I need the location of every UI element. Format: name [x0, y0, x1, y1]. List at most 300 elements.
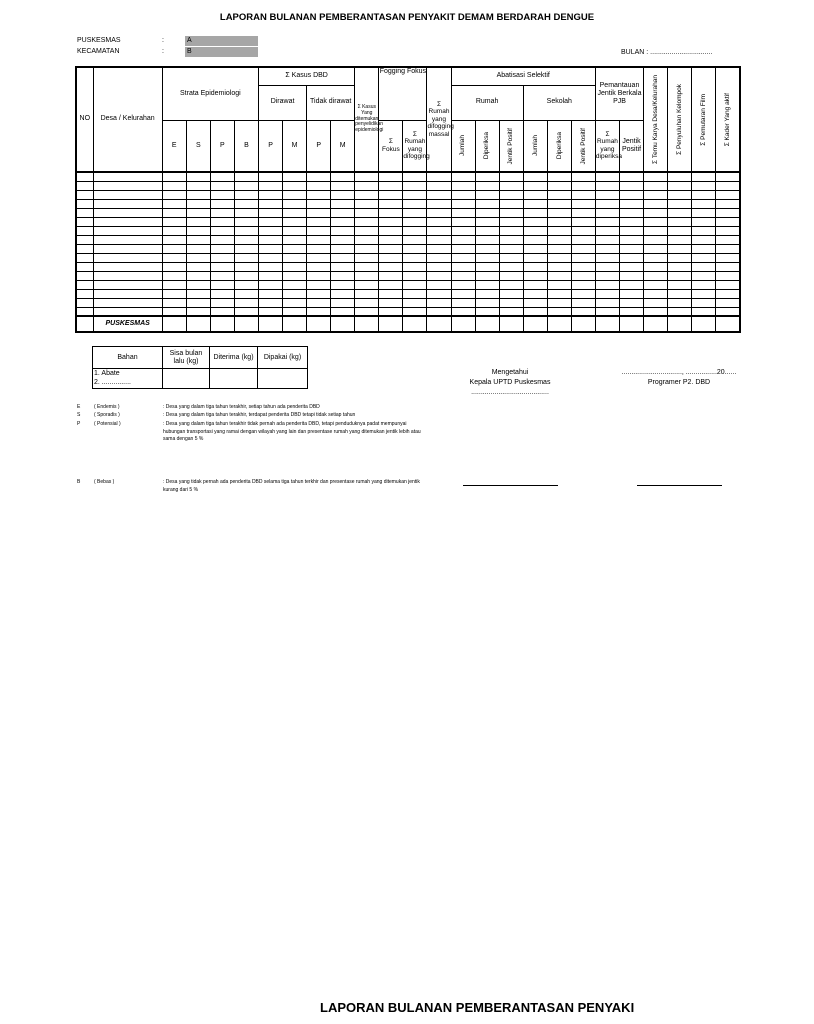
table-cell[interactable] — [571, 253, 595, 262]
table-cell[interactable] — [403, 226, 427, 235]
table-cell[interactable] — [475, 226, 499, 235]
table-cell[interactable] — [668, 190, 692, 199]
table-cell[interactable] — [307, 244, 331, 253]
table-cell[interactable] — [644, 298, 668, 307]
table-cell[interactable] — [499, 244, 523, 253]
table-cell[interactable] — [403, 181, 427, 190]
table-cell[interactable] — [93, 289, 162, 298]
table-cell[interactable] — [571, 208, 595, 217]
table-cell[interactable] — [210, 262, 234, 271]
table-cell[interactable] — [692, 271, 716, 280]
table-cell[interactable] — [427, 262, 451, 271]
table-cell[interactable] — [595, 190, 619, 199]
table-cell[interactable] — [76, 271, 93, 280]
table-cell[interactable] — [210, 235, 234, 244]
table-cell[interactable] — [619, 262, 643, 271]
table-cell[interactable] — [475, 190, 499, 199]
table-cell[interactable] — [259, 307, 283, 316]
table-cell[interactable] — [234, 190, 258, 199]
table-cell[interactable] — [644, 226, 668, 235]
table-cell[interactable] — [379, 190, 403, 199]
table-cell[interactable] — [692, 298, 716, 307]
table-cell[interactable] — [475, 271, 499, 280]
table-cell[interactable] — [355, 235, 379, 244]
table-cell[interactable] — [259, 271, 283, 280]
table-cell[interactable] — [76, 190, 93, 199]
table-cell[interactable] — [499, 190, 523, 199]
table-cell[interactable] — [595, 235, 619, 244]
table-cell[interactable] — [331, 181, 355, 190]
table-cell[interactable] — [475, 289, 499, 298]
table-cell[interactable] — [379, 307, 403, 316]
table-cell[interactable] — [307, 307, 331, 316]
table-cell[interactable] — [234, 262, 258, 271]
table-cell[interactable] — [283, 298, 307, 307]
table-cell[interactable] — [379, 199, 403, 208]
table-cell[interactable] — [234, 172, 258, 181]
table-cell[interactable] — [283, 208, 307, 217]
table-cell[interactable] — [379, 289, 403, 298]
table-cell[interactable] — [93, 298, 162, 307]
table-cell[interactable] — [76, 262, 93, 271]
table-cell[interactable] — [403, 235, 427, 244]
table-cell[interactable] — [427, 298, 451, 307]
table-cell[interactable] — [355, 298, 379, 307]
table-cell[interactable] — [595, 226, 619, 235]
table-cell[interactable] — [451, 253, 475, 262]
table-cell[interactable] — [475, 253, 499, 262]
table-cell[interactable] — [668, 253, 692, 262]
table-cell[interactable] — [668, 226, 692, 235]
table-cell[interactable] — [355, 244, 379, 253]
table-cell[interactable] — [547, 307, 571, 316]
table-cell[interactable] — [186, 235, 210, 244]
table-cell[interactable] — [210, 190, 234, 199]
table-cell[interactable] — [331, 262, 355, 271]
table-cell[interactable] — [427, 172, 451, 181]
table-cell[interactable] — [499, 226, 523, 235]
table-cell[interactable] — [499, 172, 523, 181]
table-cell[interactable] — [355, 226, 379, 235]
table-cell[interactable] — [523, 172, 547, 181]
table-cell[interactable] — [571, 307, 595, 316]
table-cell[interactable] — [331, 289, 355, 298]
table-cell[interactable] — [668, 181, 692, 190]
table-cell[interactable] — [427, 289, 451, 298]
table-cell[interactable] — [668, 217, 692, 226]
table-cell[interactable] — [716, 262, 740, 271]
table-cell[interactable] — [162, 307, 186, 316]
table-cell[interactable] — [547, 235, 571, 244]
table-cell[interactable] — [186, 253, 210, 262]
table-cell[interactable] — [355, 181, 379, 190]
table-cell[interactable] — [547, 271, 571, 280]
table-cell[interactable] — [210, 298, 234, 307]
table-cell[interactable] — [523, 226, 547, 235]
table-cell[interactable] — [162, 181, 186, 190]
table-cell[interactable] — [475, 208, 499, 217]
table-cell[interactable] — [162, 262, 186, 271]
table-cell[interactable] — [668, 298, 692, 307]
table-cell[interactable] — [644, 181, 668, 190]
table-cell[interactable] — [427, 208, 451, 217]
table-cell[interactable] — [403, 307, 427, 316]
table-cell[interactable] — [451, 172, 475, 181]
table-cell[interactable] — [547, 253, 571, 262]
table-cell[interactable] — [668, 280, 692, 289]
table-cell[interactable] — [451, 208, 475, 217]
table-cell[interactable] — [331, 235, 355, 244]
table-cell[interactable] — [427, 253, 451, 262]
puskesmas-value[interactable]: A — [185, 36, 258, 46]
table-cell[interactable] — [692, 235, 716, 244]
table-cell[interactable] — [523, 307, 547, 316]
table-cell[interactable] — [499, 208, 523, 217]
table-cell[interactable] — [403, 208, 427, 217]
table-cell[interactable] — [523, 280, 547, 289]
table-cell[interactable] — [307, 262, 331, 271]
table-cell[interactable] — [210, 217, 234, 226]
table-cell[interactable] — [283, 199, 307, 208]
table-cell[interactable] — [571, 226, 595, 235]
table-cell[interactable] — [547, 280, 571, 289]
table-cell[interactable] — [427, 217, 451, 226]
table-cell[interactable] — [716, 199, 740, 208]
table-cell[interactable] — [427, 271, 451, 280]
table-cell[interactable] — [619, 298, 643, 307]
table-cell[interactable] — [355, 172, 379, 181]
table-cell[interactable] — [283, 244, 307, 253]
table-cell[interactable] — [379, 298, 403, 307]
table-cell[interactable] — [259, 289, 283, 298]
table-cell[interactable] — [427, 307, 451, 316]
table-cell[interactable] — [451, 217, 475, 226]
table-cell[interactable] — [93, 307, 162, 316]
table-cell[interactable] — [619, 190, 643, 199]
table-cell[interactable] — [619, 235, 643, 244]
table-cell[interactable] — [619, 181, 643, 190]
table-cell[interactable] — [692, 262, 716, 271]
table-cell[interactable] — [403, 190, 427, 199]
table-cell[interactable] — [186, 199, 210, 208]
table-cell[interactable] — [619, 253, 643, 262]
table-cell[interactable] — [307, 217, 331, 226]
table-cell[interactable] — [692, 199, 716, 208]
table-cell[interactable] — [403, 217, 427, 226]
table-cell[interactable] — [331, 199, 355, 208]
table-cell[interactable] — [547, 298, 571, 307]
table-cell[interactable] — [571, 298, 595, 307]
dipakai-cell[interactable] — [258, 369, 308, 389]
table-cell[interactable] — [619, 172, 643, 181]
table-cell[interactable] — [76, 217, 93, 226]
table-cell[interactable] — [692, 253, 716, 262]
table-cell[interactable] — [210, 307, 234, 316]
table-cell[interactable] — [331, 208, 355, 217]
table-cell[interactable] — [186, 298, 210, 307]
table-cell[interactable] — [234, 289, 258, 298]
table-cell[interactable] — [595, 262, 619, 271]
table-cell[interactable] — [619, 289, 643, 298]
table-cell[interactable] — [547, 181, 571, 190]
table-cell[interactable] — [403, 289, 427, 298]
table-cell[interactable] — [595, 298, 619, 307]
table-cell[interactable] — [716, 289, 740, 298]
table-cell[interactable] — [234, 307, 258, 316]
table-cell[interactable] — [379, 226, 403, 235]
table-cell[interactable] — [307, 208, 331, 217]
table-cell[interactable] — [379, 262, 403, 271]
table-cell[interactable] — [162, 280, 186, 289]
table-cell[interactable] — [595, 217, 619, 226]
table-cell[interactable] — [499, 307, 523, 316]
table-cell[interactable] — [283, 217, 307, 226]
table-cell[interactable] — [668, 262, 692, 271]
table-cell[interactable] — [571, 172, 595, 181]
table-cell[interactable] — [76, 280, 93, 289]
table-cell[interactable] — [93, 262, 162, 271]
table-cell[interactable] — [451, 262, 475, 271]
table-cell[interactable] — [234, 208, 258, 217]
table-cell[interactable] — [331, 271, 355, 280]
table-cell[interactable] — [307, 298, 331, 307]
table-cell[interactable] — [547, 226, 571, 235]
table-cell[interactable] — [668, 244, 692, 253]
table-cell[interactable] — [259, 172, 283, 181]
table-cell[interactable] — [259, 298, 283, 307]
table-cell[interactable] — [475, 217, 499, 226]
table-cell[interactable] — [76, 289, 93, 298]
table-cell[interactable] — [76, 307, 93, 316]
table-cell[interactable] — [595, 271, 619, 280]
table-cell[interactable] — [571, 235, 595, 244]
table-cell[interactable] — [595, 280, 619, 289]
table-cell[interactable] — [427, 199, 451, 208]
table-cell[interactable] — [427, 235, 451, 244]
table-cell[interactable] — [162, 298, 186, 307]
table-cell[interactable] — [692, 226, 716, 235]
table-cell[interactable] — [475, 262, 499, 271]
table-cell[interactable] — [571, 262, 595, 271]
table-cell[interactable] — [379, 271, 403, 280]
table-cell[interactable] — [93, 190, 162, 199]
table-cell[interactable] — [331, 172, 355, 181]
table-cell[interactable] — [162, 253, 186, 262]
table-cell[interactable] — [451, 280, 475, 289]
table-cell[interactable] — [499, 262, 523, 271]
table-cell[interactable] — [307, 172, 331, 181]
table-cell[interactable] — [475, 244, 499, 253]
table-cell[interactable] — [162, 208, 186, 217]
table-cell[interactable] — [619, 271, 643, 280]
table-cell[interactable] — [210, 208, 234, 217]
table-cell[interactable] — [523, 289, 547, 298]
table-cell[interactable] — [283, 253, 307, 262]
table-cell[interactable] — [210, 172, 234, 181]
table-cell[interactable] — [499, 298, 523, 307]
table-cell[interactable] — [186, 271, 210, 280]
table-cell[interactable] — [499, 217, 523, 226]
table-cell[interactable] — [379, 172, 403, 181]
table-cell[interactable] — [162, 226, 186, 235]
table-cell[interactable] — [379, 235, 403, 244]
table-cell[interactable] — [162, 199, 186, 208]
table-cell[interactable] — [93, 226, 162, 235]
table-cell[interactable] — [355, 208, 379, 217]
table-cell[interactable] — [186, 226, 210, 235]
table-cell[interactable] — [571, 217, 595, 226]
table-cell[interactable] — [523, 262, 547, 271]
table-cell[interactable] — [234, 244, 258, 253]
table-cell[interactable] — [692, 289, 716, 298]
kecamatan-value[interactable]: B — [185, 47, 258, 57]
table-cell[interactable] — [162, 271, 186, 280]
table-cell[interactable] — [475, 172, 499, 181]
table-cell[interactable] — [668, 271, 692, 280]
table-cell[interactable] — [76, 199, 93, 208]
table-cell[interactable] — [355, 307, 379, 316]
table-cell[interactable] — [162, 217, 186, 226]
table-cell[interactable] — [692, 307, 716, 316]
table-cell[interactable] — [427, 226, 451, 235]
table-cell[interactable] — [716, 280, 740, 289]
table-cell[interactable] — [307, 190, 331, 199]
table-cell[interactable] — [499, 271, 523, 280]
table-cell[interactable] — [259, 244, 283, 253]
table-cell[interactable] — [716, 271, 740, 280]
table-cell[interactable] — [210, 271, 234, 280]
table-cell[interactable] — [475, 199, 499, 208]
table-cell[interactable] — [76, 208, 93, 217]
table-cell[interactable] — [186, 244, 210, 253]
table-cell[interactable] — [283, 181, 307, 190]
table-cell[interactable] — [307, 235, 331, 244]
table-cell[interactable] — [403, 244, 427, 253]
table-cell[interactable] — [283, 226, 307, 235]
table-cell[interactable] — [162, 289, 186, 298]
table-cell[interactable] — [210, 280, 234, 289]
table-cell[interactable] — [644, 289, 668, 298]
table-cell[interactable] — [668, 172, 692, 181]
table-cell[interactable] — [234, 253, 258, 262]
table-cell[interactable] — [259, 226, 283, 235]
table-cell[interactable] — [523, 208, 547, 217]
table-cell[interactable] — [307, 271, 331, 280]
table-cell[interactable] — [259, 217, 283, 226]
table-cell[interactable] — [331, 226, 355, 235]
table-cell[interactable] — [475, 280, 499, 289]
table-cell[interactable] — [595, 208, 619, 217]
table-cell[interactable] — [355, 271, 379, 280]
table-cell[interactable] — [93, 271, 162, 280]
table-cell[interactable] — [331, 298, 355, 307]
table-cell[interactable] — [716, 217, 740, 226]
table-cell[interactable] — [644, 172, 668, 181]
table-cell[interactable] — [571, 199, 595, 208]
table-cell[interactable] — [523, 253, 547, 262]
table-cell[interactable] — [283, 280, 307, 289]
table-cell[interactable] — [76, 298, 93, 307]
table-cell[interactable] — [547, 244, 571, 253]
table-cell[interactable] — [259, 262, 283, 271]
table-cell[interactable] — [547, 262, 571, 271]
table-cell[interactable] — [355, 217, 379, 226]
table-cell[interactable] — [692, 190, 716, 199]
table-cell[interactable] — [644, 262, 668, 271]
table-cell[interactable] — [451, 226, 475, 235]
table-cell[interactable] — [403, 298, 427, 307]
table-cell[interactable] — [523, 190, 547, 199]
table-cell[interactable] — [355, 280, 379, 289]
table-cell[interactable] — [499, 181, 523, 190]
table-cell[interactable] — [403, 271, 427, 280]
table-cell[interactable] — [162, 235, 186, 244]
table-cell[interactable] — [668, 199, 692, 208]
table-cell[interactable] — [259, 280, 283, 289]
table-cell[interactable] — [234, 199, 258, 208]
table-cell[interactable] — [451, 235, 475, 244]
table-cell[interactable] — [93, 235, 162, 244]
table-cell[interactable] — [259, 190, 283, 199]
table-cell[interactable] — [595, 199, 619, 208]
table-cell[interactable] — [644, 199, 668, 208]
table-cell[interactable] — [523, 271, 547, 280]
table-cell[interactable] — [355, 262, 379, 271]
diterima-cell[interactable] — [210, 369, 258, 389]
table-cell[interactable] — [307, 280, 331, 289]
table-cell[interactable] — [307, 181, 331, 190]
table-cell[interactable] — [644, 217, 668, 226]
table-cell[interactable] — [619, 307, 643, 316]
table-cell[interactable] — [234, 298, 258, 307]
table-cell[interactable] — [451, 181, 475, 190]
table-cell[interactable] — [716, 181, 740, 190]
table-cell[interactable] — [427, 244, 451, 253]
table-cell[interactable] — [571, 190, 595, 199]
table-cell[interactable] — [475, 307, 499, 316]
sisa-cell[interactable] — [163, 369, 210, 389]
table-cell[interactable] — [499, 253, 523, 262]
table-cell[interactable] — [523, 199, 547, 208]
table-cell[interactable] — [547, 172, 571, 181]
table-cell[interactable] — [186, 289, 210, 298]
table-cell[interactable] — [716, 298, 740, 307]
table-cell[interactable] — [499, 235, 523, 244]
table-cell[interactable] — [76, 226, 93, 235]
table-cell[interactable] — [186, 262, 210, 271]
table-cell[interactable] — [93, 244, 162, 253]
table-cell[interactable] — [162, 244, 186, 253]
table-cell[interactable] — [234, 181, 258, 190]
table-cell[interactable] — [595, 172, 619, 181]
table-cell[interactable] — [571, 181, 595, 190]
table-cell[interactable] — [644, 271, 668, 280]
table-cell[interactable] — [283, 307, 307, 316]
table-cell[interactable] — [595, 289, 619, 298]
table-cell[interactable] — [379, 244, 403, 253]
table-cell[interactable] — [692, 172, 716, 181]
table-cell[interactable] — [427, 181, 451, 190]
table-cell[interactable] — [619, 280, 643, 289]
table-cell[interactable] — [451, 298, 475, 307]
table-cell[interactable] — [93, 208, 162, 217]
table-cell[interactable] — [283, 271, 307, 280]
table-cell[interactable] — [644, 235, 668, 244]
table-cell[interactable] — [644, 244, 668, 253]
table-cell[interactable] — [716, 208, 740, 217]
table-cell[interactable] — [331, 190, 355, 199]
table-cell[interactable] — [547, 190, 571, 199]
